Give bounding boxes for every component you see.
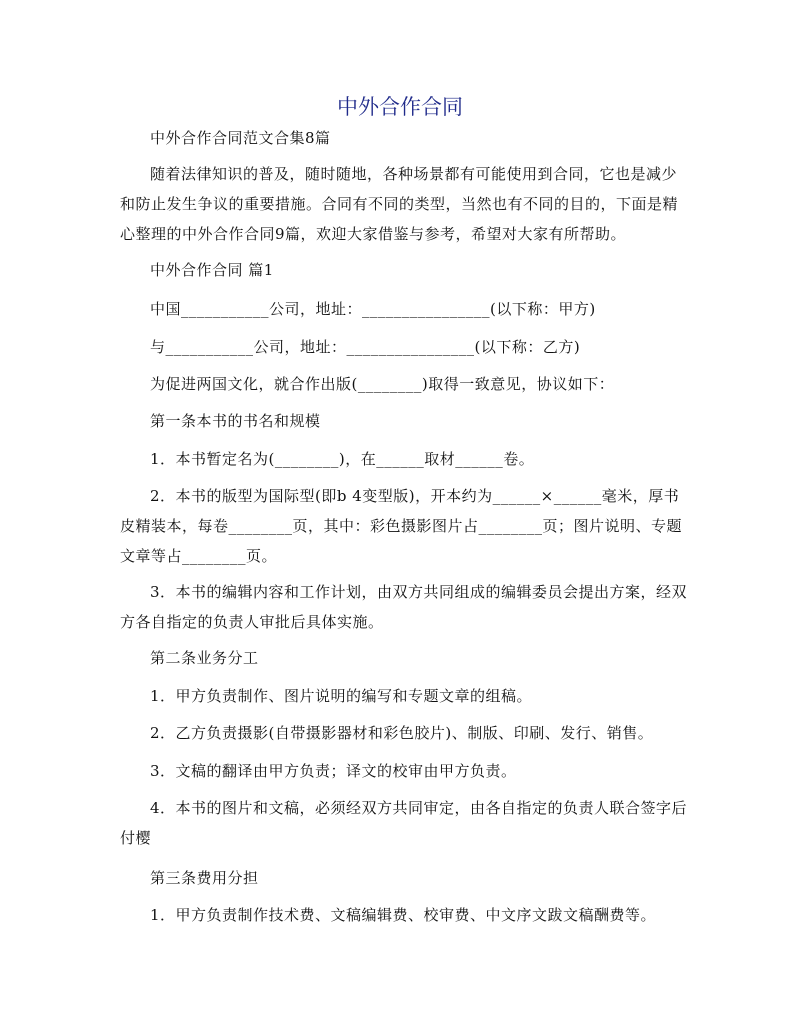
clause: 1．甲方负责制作技术费、文稿编辑费、校审费、中文序文跋文稿酬费等。 xyxy=(150,906,657,924)
clause: 1．本书暂定名为(________)，在______取材______卷。 xyxy=(150,450,535,468)
clause: 3．本书的编辑内容和工作计划，由双方共同组成的编辑委员会提出方案，经双方各自指定的负责人审批后具体实施。 xyxy=(120,583,688,631)
article-heading: 第一条本书的书名和规模 xyxy=(150,412,321,430)
article-heading: 第二条业务分工 xyxy=(150,649,259,667)
clause: 4．本书的图片和文稿，必须经双方共同审定，由各自指定的负责人联合签字后付樱 xyxy=(120,799,688,847)
intro-paragraph: 随着法律知识的普及，随时随地，各种场景都有可能使用到合同，它也是减少和防止发生争议的重要措施。合同有不同的类型，当然也有不同的目的，下面是精心整理的中外合作合同9篇，欢迎大家借鉴与参考，希望对大家有所帮助。 xyxy=(120,165,679,243)
clause: 1．甲方负责制作、图片说明的编写和专题文章的组稿。 xyxy=(150,687,533,705)
subtitle: 中外合作合同范文合集8篇 xyxy=(150,129,331,147)
party-a-line: 中国___________公司，地址：________________(以下称：甲方) xyxy=(150,300,596,318)
party-b-line: 与___________公司，地址：________________(以下称：乙方) xyxy=(150,338,581,356)
document-title: 中外合作合同 xyxy=(337,95,463,119)
article-heading: 第三条费用分担 xyxy=(150,869,259,887)
agreement-intro: 为促进两国文化，就合作出版(________)取得一致意见，协议如下： xyxy=(150,375,615,393)
clause: 2．乙方负责摄影(自带摄影器材和彩色胶片)、制版、印刷、发行、销售。 xyxy=(150,724,654,742)
clause: 3．文稿的翻译由甲方负责；译文的校审由甲方负责。 xyxy=(150,762,517,780)
clause: 2．本书的版型为国际型(即b 4变型版)，开本约为______×______毫米，厚书皮精装本，每卷________页，其中：彩色摄影图片占________页；图片说明、专题文章等占________页。 xyxy=(120,487,683,565)
section-heading: 中外合作合同 篇1 xyxy=(150,261,274,279)
